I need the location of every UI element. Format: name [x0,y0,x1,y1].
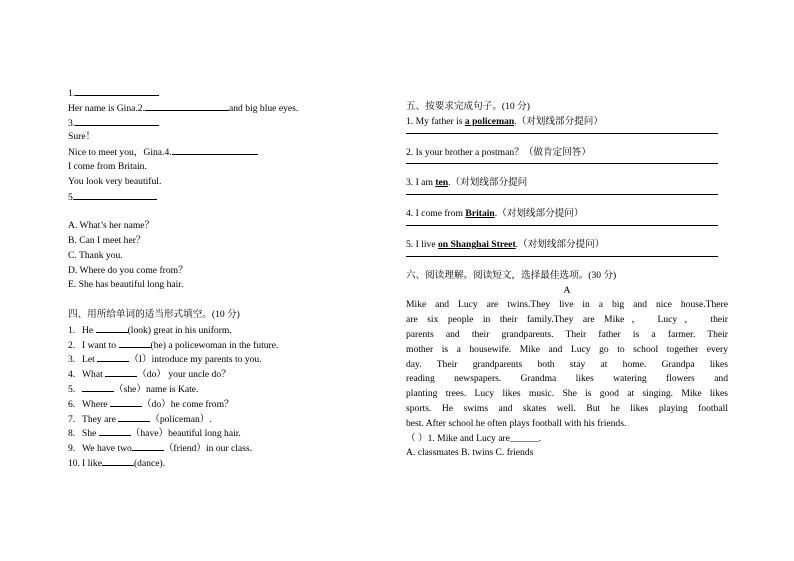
section5-items [406,115,728,257]
fill-blank-item [68,412,368,427]
answer-blank[interactable] [110,397,142,407]
answer-blank[interactable] [97,352,129,362]
passage-line: sports. He swims and skates well. But he likes playing football [406,402,728,414]
passage-line: are six people in their family.They are Mike， Lucy， their [406,314,728,326]
question-1-options: A. classmates B. twins C. friends [406,447,534,459]
fill-blank-item [68,426,368,441]
item-text: 2. Is your brother a postman？（做肯定回答） [406,146,591,158]
dialogue-number: 3. [68,117,76,129]
section4-title: 四、用所给单词的适当形式填空。(10 分) [68,308,240,320]
dialogue-line-7: You look very beautiful. [68,175,162,187]
item-instruction: .（对划线部分提问 [448,177,528,189]
item-text: (look) great in his uniform. [127,324,232,336]
underlined-phrase: Britain [465,208,495,220]
sentence-item [406,176,728,191]
option-e: E. She has beautiful long hair. [68,279,184,291]
option-d: D. Where do you come from？ [68,264,188,276]
fill-blank-item [68,352,368,367]
item-text: 1. My father is [406,115,465,127]
reading-passage [406,298,728,431]
sentence-item [406,238,728,253]
passage-line: reading newspapers. Grandma likes watering flowers and [406,373,728,385]
item-text: Where [82,398,110,410]
passage-line: best. After school he often plays football with his friends. [406,417,627,429]
passage-line: mother is a housewife. Mike and Lucy go to school together every [406,343,728,355]
dialogue-line-6: I come from Britain. [68,160,147,172]
answer-line[interactable] [406,225,718,226]
fill-blank-item [68,441,368,456]
item-text: He [82,324,96,336]
item-text: （friend）in our class. [163,443,253,455]
answer-blank[interactable] [118,412,150,422]
item-text: (be) a policewoman in the future. [150,339,279,351]
item-text: Let [82,354,98,366]
item-text: （have）beautiful long hair. [130,428,241,440]
item-number: 6. [68,398,76,410]
item-number: 4. [68,369,76,381]
fill-blank-item [68,367,368,382]
section5-title: 五、按要求完成句子。(10 分) [406,101,530,112]
question-1[interactable]: （ ）1. Mike and Lucy are______. [406,432,542,444]
fill-blank-item [68,323,368,338]
passage-line: planting trees. Lucy likes music. She is good at singing. Mike likes [406,388,728,400]
item-number: 2. [68,339,76,351]
passage-line: parents and their grandparents. Their father is a farmer. Their [406,328,728,340]
answer-line[interactable] [406,256,718,257]
fill-blank-item [68,338,368,353]
item-text: （do） your uncle do？ [137,369,231,381]
answer-line[interactable] [406,194,718,195]
underlined-phrase: ten [435,177,449,189]
item-text: She [82,428,99,440]
item-number: 3. [68,354,76,366]
sentence-item [406,146,728,161]
answer-blank[interactable] [75,86,159,96]
answer-blank[interactable] [82,382,114,392]
answer-blank[interactable] [99,426,131,436]
option-a: A. What’s her name？ [68,220,155,232]
item-text: （I）introduce my parents to you. [129,354,262,366]
answer-blank[interactable] [172,145,258,155]
item-number: 7. [68,413,76,425]
dialogue-text: Her name is Gina.2. [68,102,145,114]
item-text: 5. I live [406,238,438,250]
item-instruction: .（对划线部分提问） [494,208,584,220]
item-number: 1. [68,324,76,336]
answer-line[interactable] [406,163,718,164]
answer-blank[interactable] [119,338,151,348]
item-number: 10. [68,457,80,469]
item-text: (dance). [133,457,166,469]
item-text: They are [82,413,119,425]
answer-line[interactable] [406,133,718,134]
answer-blank[interactable] [132,441,164,451]
item-number: 9. [68,443,76,455]
sentence-item [406,207,728,222]
underlined-phrase: a policeman [464,115,515,127]
dialogue-line-8 [68,190,368,205]
dialogue-line-2 [68,101,368,116]
answer-blank[interactable] [105,367,137,377]
answer-blank[interactable] [102,456,134,466]
left-column [68,86,368,471]
item-number: 8. [68,428,76,440]
option-c: C. Thank you. [68,249,123,261]
section4-items [68,323,368,471]
item-instruction: .（对划线部分提问） [514,115,603,127]
item-text: 4. I come from [406,208,466,220]
dialogue-number: 1. [68,88,76,99]
passage-label: A [563,284,571,296]
answer-blank[interactable] [73,190,157,200]
fill-blank-item [68,382,368,397]
item-text: （policeman）. [150,413,212,425]
dialogue-line-1 [68,86,368,101]
answer-blank[interactable] [75,116,159,126]
item-text: （she）name is Kate. [114,383,199,395]
passage-line: day. Their grandparents both stay at home. Grandpa likes [406,358,728,370]
section6-title: 六、阅读理解。阅读短文，选择最佳选项。(30 分) [406,269,617,281]
dialogue-number: 5 [68,191,73,203]
passage-line: Mike and Lucy are twins.They live in a big and nice house.There [406,299,728,311]
answer-blank[interactable] [145,101,229,111]
right-column [406,100,728,461]
dialogue-line-5 [68,145,368,160]
dialogue-line-3 [68,116,368,131]
fill-blank-item [68,456,368,471]
item-number: 5. [68,383,76,395]
item-text: We have two [82,443,132,455]
item-text: I want to [82,339,119,351]
item-instruction: .（对划线部分提问） [515,238,605,250]
item-text: （do）he come from？ [141,398,234,410]
item-text: I like [82,457,102,469]
answer-blank[interactable] [96,323,128,333]
sentence-item [406,115,728,130]
underlined-phrase: on Shanghai Street [437,238,516,250]
fill-blank-item [68,397,368,412]
item-text: 3. I am [406,177,436,189]
dialogue-text: and big blue eyes. [229,102,299,114]
dialogue-text: Nice to meet you，Gina.4. [68,147,172,159]
item-text: What [82,369,106,381]
dialogue-line-4: Sure！ [68,131,96,143]
option-b: B. Can I meet her？ [68,234,146,246]
